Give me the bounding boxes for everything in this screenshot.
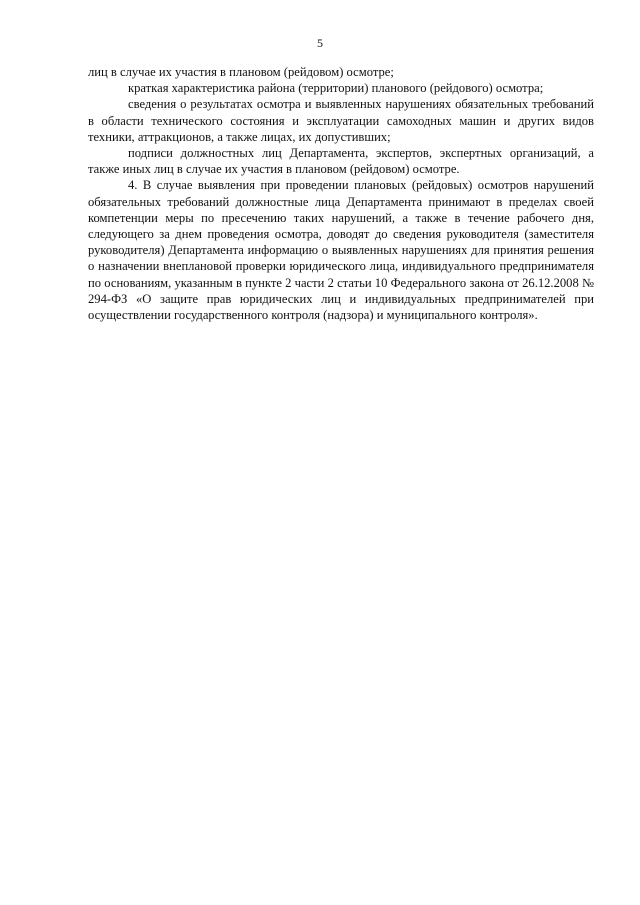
paragraph-item-4: 4. В случае выявления при проведении плановых (рейдовых) осмотров нарушений обязательных требований должностные лица Департамента принимают в пределах своей компетенции меры по пресечению таких нарушений, а также в течение рабочего дня, следующего за днем проведения осмотра, доводят до сведения руководителя (заместителя руководителя) Департамента информацию о выявленных нарушениях для принятия решения о назначении внеплановой проверки юридического лица, индивидуального предпринимателя по основаниям, указанным в пункте 2 части 2 статьи 10 Федерального закона от 26.12.2008 № 294-ФЗ «О защите прав юридических лиц и индивидуальных предпринимателей при осуществлении государственного контроля (надзора) и муниципального контроля».	[88, 178, 594, 323]
page-number: 5	[317, 36, 323, 50]
paragraph-inspection-results: сведения о результатах осмотра и выявленных нарушениях обязательных требований в области технического состояния и эксплуатации самоходных машин и других видов техники, аттракционов, а также лицах, их допустивших;	[88, 97, 594, 144]
paragraph-signatures: подписи должностных лиц Департамента, экспертов, экспертных организаций, а также иных лиц в случае их участия в плановом (рейдовом) осмотре.	[88, 146, 594, 177]
document-body	[88, 64, 594, 323]
paragraph-list-continuation: лиц в случае их участия в плановом (рейдовом) осмотре;	[88, 65, 394, 79]
paragraph-territory-characteristics: краткая характеристика района (территории) планового (рейдового) осмотра;	[128, 81, 544, 96]
